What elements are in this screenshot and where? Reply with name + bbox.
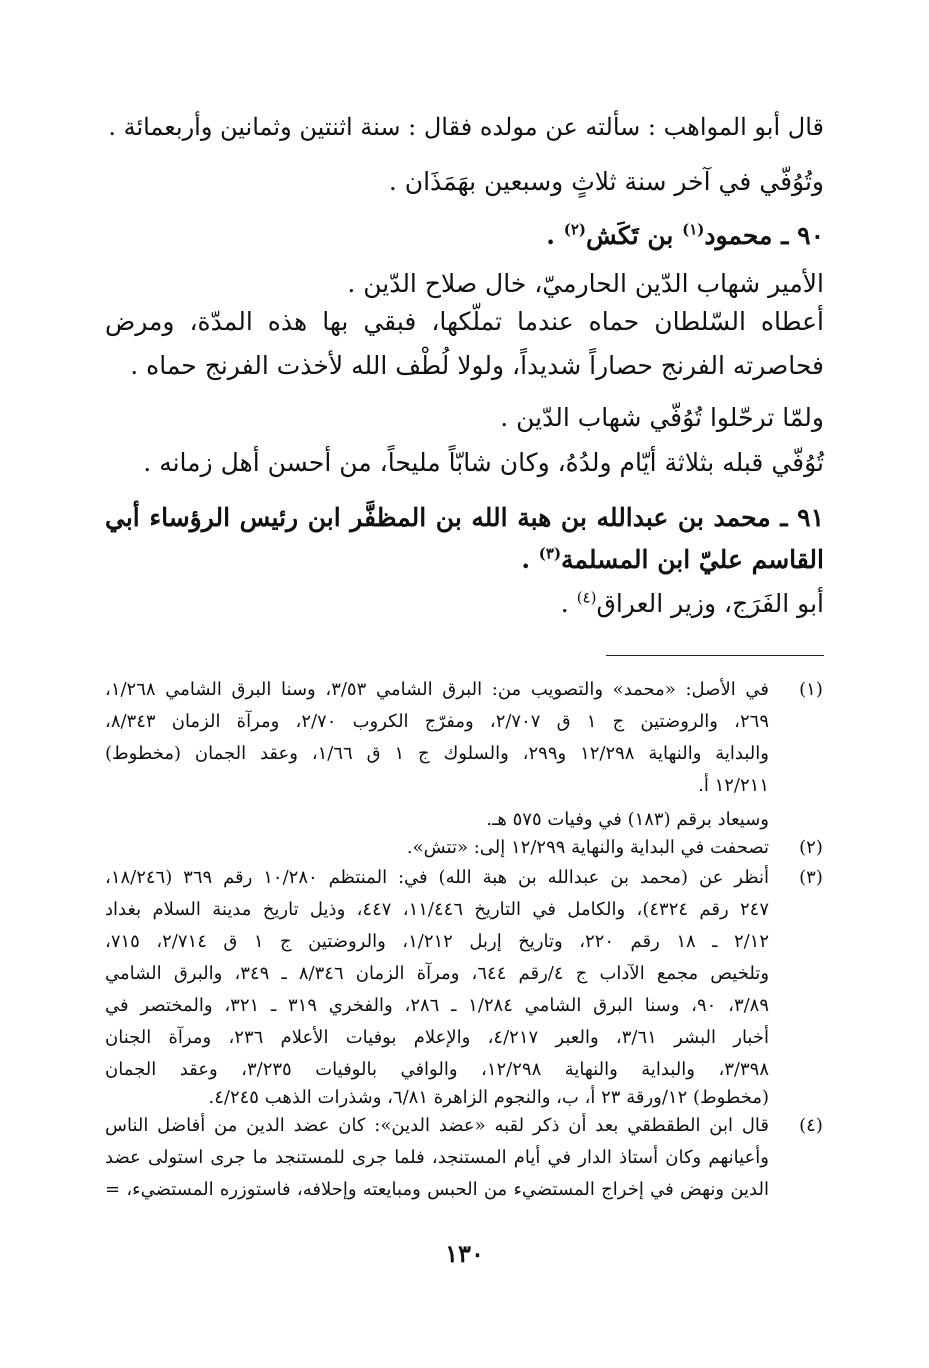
body-line: قال أبو المواهب : سألته عن مولده فقال : سنة اثنتين وثمانين وأربعمائة . <box>108 113 824 141</box>
footnote-line: أخبار البشر ٣/٦١، والعبر ٤/٢١٧، والإعلام بوفيات الأعلام ٢٣٦، ومرآة الجنان <box>105 1027 769 1048</box>
entry-name: بن تَكَش <box>586 221 674 250</box>
footnote-ref[interactable]: (٢) <box>563 220 587 239</box>
body-line: ولمّا ترحّلوا تُوُفّي شهاب الدّين . <box>500 403 824 432</box>
footnote-line: والبداية والنهاية ١٢/٢٩٨ و٢٩٩، والسلوك ج ١ ق ١/٦٦، وعقد الجمان (مخطوط) <box>105 743 769 764</box>
body-text: أبو الفَرَج، وزير العراق <box>596 589 824 618</box>
footnote-line: ٣/٨٩، ٩٠، وسنا البرق الشامي ١/٢٨٤ ـ ٢٨٦، والفخري ٣١٩ ـ ٣٢١، والمختصر في <box>105 995 770 1016</box>
footnote-line: ٣/٣٩٨، والبداية والنهاية ١٢/٢٩٨، والوافي بالوفيات ٣/٢٣٥، وعقد الجمان <box>105 1059 770 1080</box>
footnote-number: (٢) <box>799 837 823 858</box>
footnote-line: ٢/١٢ ـ ١٨ رقم ٢٢٠، وتاريخ إربل ١/٢١٢، والروضتين ج ١ ق ٢/٧١٤، ٧١٥، <box>105 931 770 952</box>
footnote-line: وتلخيص مجمع الآداب ج ٤/رقم ٦٤٤، ومرآة الزمان ٨/٣٤٦ ـ ٣٤٩، والبرق الشامي <box>105 963 770 984</box>
footnote-number: (١) <box>799 679 823 700</box>
entry-end: . <box>546 221 556 250</box>
body-line: فحاصرته الفرنج حصاراً شديداً، ولولا لُطْف الله لأخذت الفرنج حماه . <box>130 351 824 380</box>
body-line: تُوُفّي قبله بثلاثة أيّام ولدُهُ، وكان شابّاً مليحاً، من أحسن أهل زمانه . <box>143 448 824 477</box>
footnote-line: ٢٦٩، والروضتين ج ١ ق ٢/٧٠٧، ومفرّج الكروب ٢/٧٠، ومرآة الزمان ٨/٣٤٣، <box>105 711 769 732</box>
entry-number: ٩٠ ـ <box>781 221 824 250</box>
body-line: وتُوُفّي في آخر سنة ثلاثٍ وسبعين بهَمَذَان . <box>388 167 824 196</box>
footnote-line: ١٢/٢١١ أ. <box>698 775 769 796</box>
entry-name: محمود <box>704 221 773 250</box>
footnote-line: وسيعاد برقم (١٨٣) في وفيات ٥٧٥ هـ. <box>486 809 769 830</box>
entry-end: . <box>521 545 531 574</box>
footnote-line: قال ابن الطقطقي بعد أن ذكر لقبه «عضد الدين»: كان عضد الدين من أفاضل الناس <box>105 1115 769 1136</box>
footnote-line: وأعيانهم وكان أستاذ الدار في أيام المستنجد، فلما جرى للمستنجد ما جرى استولى عضد <box>105 1147 769 1168</box>
footnote-ref[interactable]: (٤) <box>576 588 597 607</box>
footnote-line: (مخطوط) ١٢/ورقة ٢٣ أ، ب، والنجوم الزاهرة ٦/٨١، وشذرات الذهب ٤/٢٤٥. <box>208 1087 769 1108</box>
footnote-number: (٤) <box>799 1115 823 1136</box>
footnote-line: الدين ونهض في إخراج المستضيء من الحبس ومبايعته وإحلافه، فاستوزره المستضيء، = <box>105 1179 769 1200</box>
entry-heading-91-cont <box>521 540 824 580</box>
footnote-number: (٣) <box>799 867 823 888</box>
body-line: الأمير شهاب الدّين الحارميّ، خال صلاح الدّين . <box>347 269 824 298</box>
footnote-ref[interactable]: (١) <box>682 220 705 239</box>
footnote-line: تصحفت في البداية والنهاية ١٢/٢٩٩ إلى: «تتش». <box>406 837 769 858</box>
footnote-divider <box>606 655 824 656</box>
footnote-line: في الأصل: «محمد» والتصويب من: البرق الشامي ٣/٥٣، وسنا البرق الشامي ١/٢٦٨، <box>105 679 769 700</box>
entry-heading-91: ٩١ ـ محمد بن عبدالله بن هبة الله بن المظفَّر ابن رئيس الرؤساء أبي <box>105 503 824 532</box>
body-line <box>561 584 824 624</box>
footnote-line: أنظر عن (محمد بن عبدالله بن هبة الله) في: المنتظم ١٠/٢٨٠ رقم ٣٦٩ (١٨/٢٤٦، <box>105 867 769 888</box>
body-line: أعطاه السّلطان حماه عندما تملّكها، فبقي بها هذه المدّة، ومرض <box>105 307 824 336</box>
footnote-line: ٢٤٧ رقم ٤٣٢٤)، والكامل في التاريخ ١١/٤٤٦، ٤٤٧، وذيل تاريخ مدينة السلام بغداد <box>105 899 769 920</box>
footnote-ref[interactable]: (٣) <box>538 544 562 563</box>
entry-end: . <box>560 589 569 618</box>
entry-name: القاسم عليّ ابن المسلمة <box>561 545 824 574</box>
entry-heading-90 <box>546 216 824 256</box>
page-number: ١٣٠ <box>445 1239 484 1268</box>
